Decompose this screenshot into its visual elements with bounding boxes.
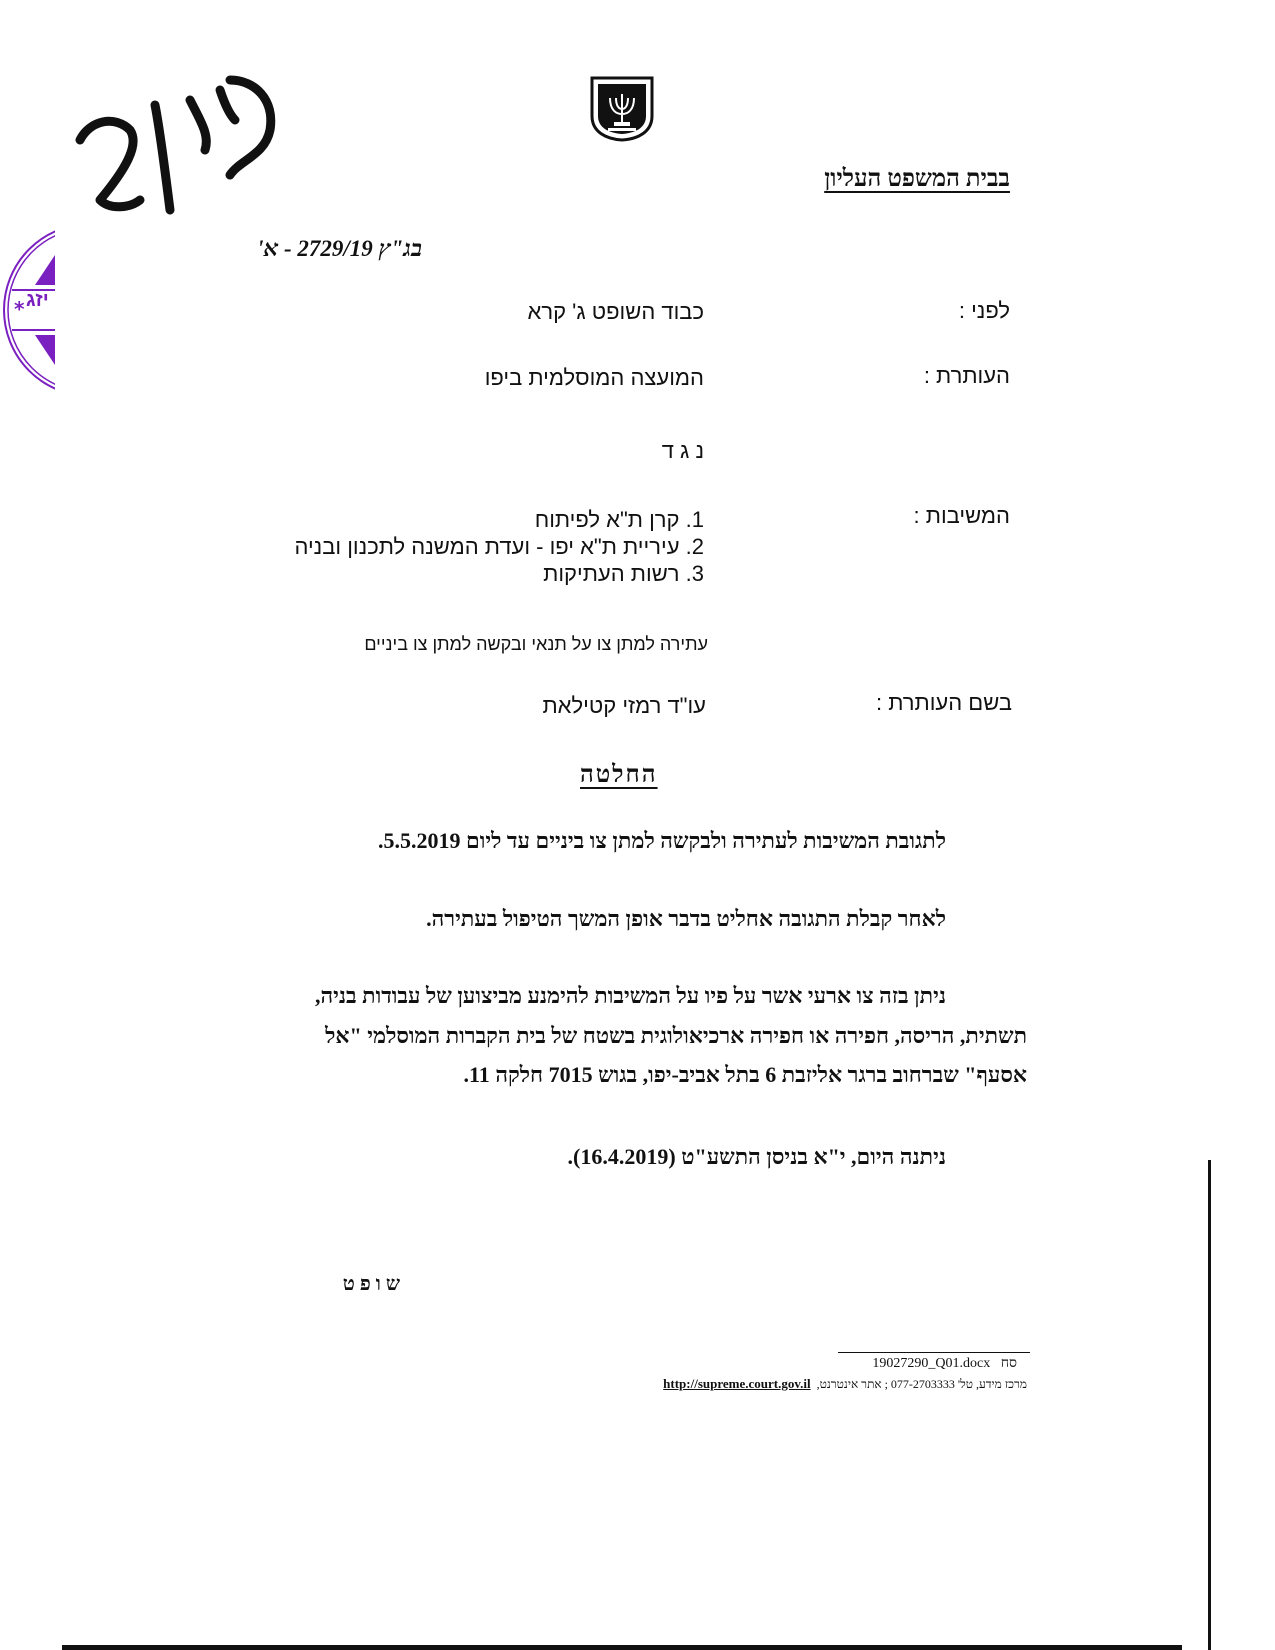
footer-info-center: מרכז מידע, טל' 077-2703333 ; אתר אינטרנט, <box>816 1377 1027 1391</box>
decision-paragraph-3-line-3: אסעף" שברחוב ברגר אליזבת 6 בתל אביב-יפו, בגוש 7015 חלקה 11. <box>463 1062 1027 1087</box>
respondents-label: המשיבות : <box>913 503 1010 528</box>
scan-edge-bottom <box>62 1645 1182 1650</box>
respondent-1: 1. קרן ת"א לפיתוח <box>534 507 704 532</box>
footer-divider <box>838 1352 1030 1353</box>
handwritten-annotation <box>70 60 300 230</box>
decision-paragraph-3-line-2: תשתית, הריסה, חפירה או חפירה ארכיאולוגית בשטח של בית הקברות המוסלמי "אל <box>325 1023 1027 1048</box>
respondent-3: 3. רשות העתיקות <box>543 561 704 586</box>
decision-paragraph-2: לאחר קבלת התגובה אחליט בדבר אופן המשך הטיפול בעתירה. <box>426 906 946 931</box>
state-emblem-icon <box>588 76 656 147</box>
versus: נ ג ד <box>661 438 704 463</box>
counsel-label: בשם העותרת : <box>876 690 1012 715</box>
counsel-value: עו"ד רמזי קטילאת <box>542 693 706 718</box>
petition-subject: עתירה למתן צו על תנאי ובקשה למתן צו ביניים <box>364 634 708 654</box>
footer-doc-line <box>872 1356 1017 1372</box>
before-value: כבוד השופט ג' קרא <box>527 299 704 324</box>
respondent-2: 2. עיריית ת"א יפו - ועדת המשנה לתכנון ובניה <box>294 534 704 559</box>
court-stamp <box>0 230 55 390</box>
petitioner-label: העותרת : <box>923 363 1010 388</box>
before-label: לפני : <box>958 298 1010 323</box>
footer-info-line <box>663 1376 1027 1392</box>
judge-signature-label: ש ו פ ט <box>342 1273 400 1295</box>
decision-title: החלטה <box>580 762 658 788</box>
petitioner-value: המועצה המוסלמית ביפו <box>484 365 704 390</box>
decision-date: ניתנה היום, י"א בניסן התשע"ט (16.4.2019). <box>567 1144 946 1169</box>
footer-url-link[interactable]: http://supreme.court.gov.il <box>663 1376 811 1391</box>
footer-doc-suffix: סח <box>1000 1356 1017 1371</box>
stamp-text: יזג <box>26 289 49 311</box>
court-name: בבית המשפט העליון <box>824 166 1010 192</box>
footer-doc-id: 19027290_Q01.docx <box>872 1356 991 1371</box>
case-number: בג"ץ 2729/19 - א' <box>257 236 422 261</box>
svg-text:*: * <box>14 297 25 321</box>
scan-edge-right <box>1208 1160 1211 1650</box>
handwriting-icon <box>70 60 300 230</box>
decision-paragraph-1: לתגובת המשיבות לעתירה ולבקשה למתן צו ביניים עד ליום 5.5.2019. <box>378 828 946 853</box>
decision-paragraph-3-line-1: ניתן בזה צו ארעי אשר על פיו על המשיבות להימנע מביצוען של עבודות בניה, <box>314 983 946 1008</box>
